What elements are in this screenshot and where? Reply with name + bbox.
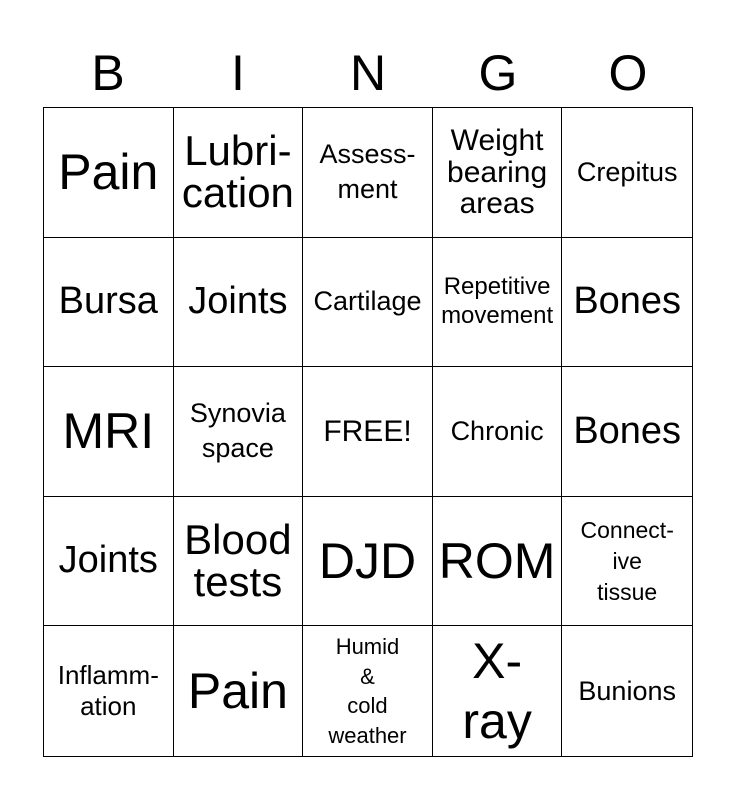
cell-text: Blood tests [184, 516, 292, 606]
bingo-cell[interactable] [562, 626, 692, 756]
cell-text: Weight bearing areas [447, 124, 548, 221]
free-space[interactable] [303, 367, 433, 497]
bingo-cell[interactable] [562, 238, 692, 368]
bingo-cell[interactable] [303, 108, 433, 238]
bingo-cell[interactable] [562, 108, 692, 238]
cell-text: FREE! [323, 414, 412, 448]
bingo-cell[interactable] [562, 367, 692, 497]
bingo-cell[interactable] [174, 367, 304, 497]
cell-text: ROM [438, 532, 556, 589]
bingo-cell[interactable] [433, 108, 563, 238]
bingo-cell[interactable] [174, 238, 304, 368]
header-letter-n: N [349, 45, 387, 101]
bingo-cell[interactable] [433, 238, 563, 368]
cell-text: Pain [58, 143, 159, 200]
cell-text: Repetitive movement [441, 273, 554, 329]
cell-text: Connect- ive tissue [580, 516, 674, 605]
cell-text: Joints [58, 539, 158, 582]
cell-text: Bunions [578, 675, 676, 706]
cell-text: Lubri- cation [181, 127, 294, 217]
bingo-board [43, 107, 693, 757]
bingo-cell[interactable] [174, 626, 304, 756]
bingo-header [43, 42, 693, 104]
cell-text: Cartilage [313, 286, 422, 317]
cell-text: Chronic [450, 415, 544, 446]
cell-text: Joints [188, 279, 288, 322]
cell-text: Bones [573, 409, 682, 452]
cell-text: Bursa [58, 279, 158, 322]
bingo-cell[interactable] [44, 497, 174, 627]
cell-text: Bones [573, 279, 682, 322]
cell-text: Humid & cold weather [328, 633, 407, 748]
bingo-cell[interactable] [44, 367, 174, 497]
cell-text: X- ray [462, 633, 532, 750]
bingo-cell[interactable] [303, 626, 433, 756]
header-letter-g: G [478, 45, 518, 101]
header-letter-b: B [91, 45, 125, 101]
header-letter-i: I [231, 45, 245, 101]
bingo-cell[interactable] [303, 238, 433, 368]
bingo-cell[interactable] [174, 497, 304, 627]
cell-text: Synovia space [189, 398, 286, 464]
bingo-cell[interactable] [433, 626, 563, 756]
bingo-cell[interactable] [303, 497, 433, 627]
bingo-cell[interactable] [174, 108, 304, 238]
cell-text: DJD [318, 532, 417, 589]
bingo-cell[interactable] [44, 238, 174, 368]
bingo-cell[interactable] [44, 626, 174, 756]
bingo-cell[interactable] [433, 497, 563, 627]
cell-text: MRI [62, 402, 155, 459]
cell-text: Pain [187, 662, 288, 719]
cell-text: Crepitus [576, 156, 678, 187]
bingo-cell[interactable] [562, 497, 692, 627]
cell-text: Assess- ment [319, 139, 416, 205]
header-letter-o: O [608, 45, 648, 101]
bingo-cell[interactable] [433, 367, 563, 497]
bingo-cell[interactable] [44, 108, 174, 238]
cell-text: Inflamm- ation [57, 660, 159, 722]
